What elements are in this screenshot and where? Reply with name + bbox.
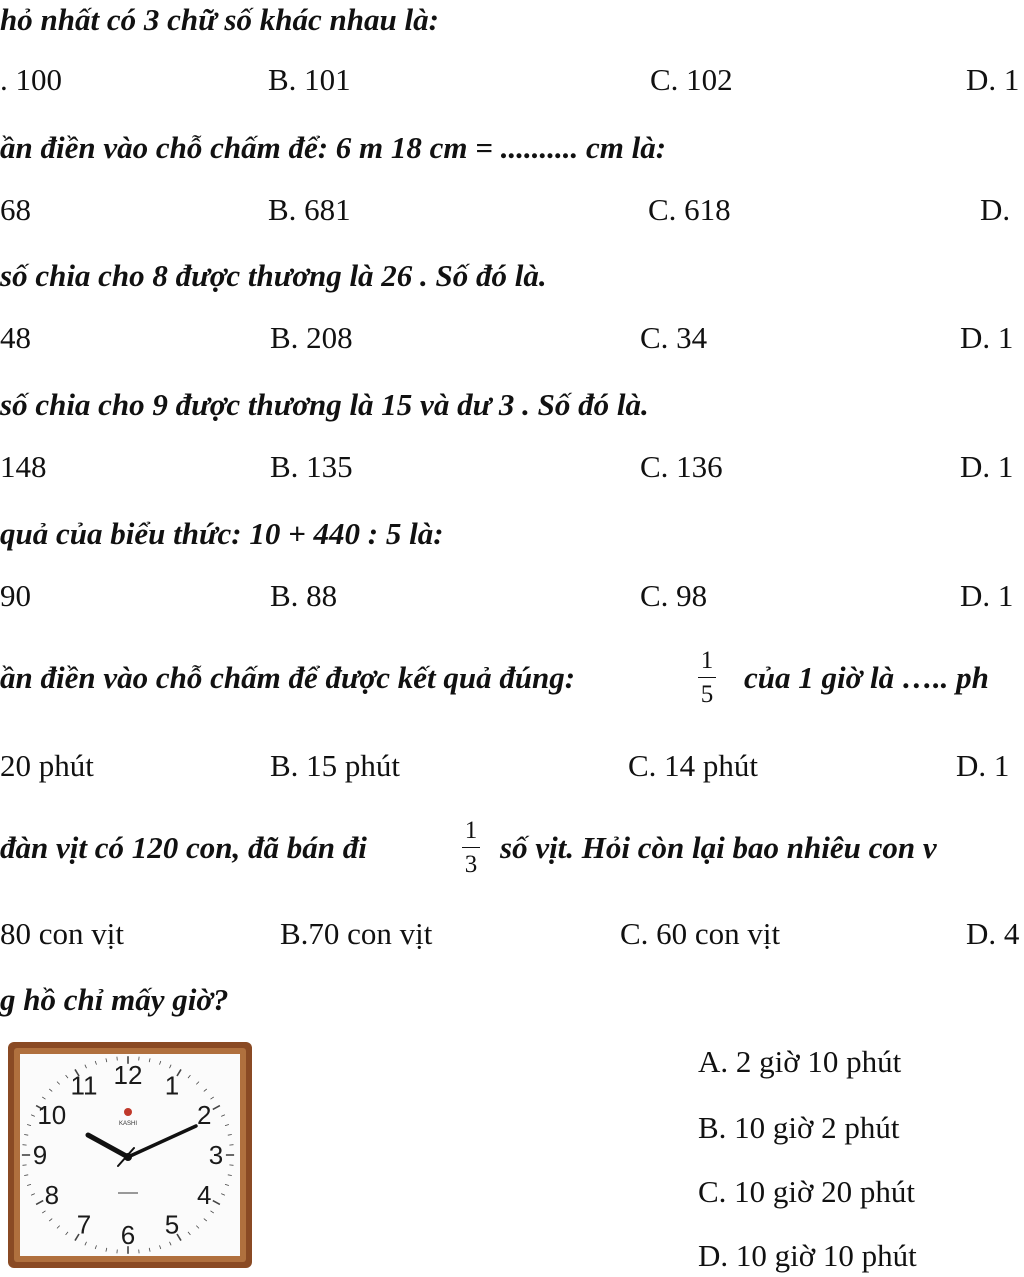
question-1-text: hỏ nhất có 3 chữ số khác nhau là: xyxy=(0,2,439,37)
q5-option-c: C. 98 xyxy=(640,578,708,613)
q7-option-a: 80 con vịt xyxy=(0,916,124,951)
q1-option-a: . 100 xyxy=(0,62,62,97)
q3-option-d: D. 1 xyxy=(960,320,1014,355)
q7-fraction-denominator: 3 xyxy=(464,851,478,878)
q4-option-d: D. 1 xyxy=(960,449,1014,484)
question-4-text: số chia cho 9 được thương là 15 và dư 3 . Số đó là. xyxy=(0,387,649,422)
q5-option-b: B. 88 xyxy=(270,578,338,613)
question-6-text-after: của 1 giờ là ….. ph xyxy=(744,660,989,695)
question-7-text-before: đàn vịt có 120 con, đã bán đi xyxy=(0,830,367,865)
q3-option-b: B. 208 xyxy=(270,320,353,355)
clock-number-1: 1 xyxy=(164,1070,180,1101)
q1-option-b: B. 101 xyxy=(268,62,351,97)
q4-option-a: 148 xyxy=(0,449,47,484)
q7-fraction-bar xyxy=(462,847,480,848)
clock-number-11: 11 xyxy=(70,1070,98,1101)
q7-fraction xyxy=(462,818,480,877)
q1-option-c: C. 102 xyxy=(650,62,733,97)
question-5-text: quả của biểu thức: 10 + 440 : 5 là: xyxy=(0,516,444,551)
clock-number-2: 2 xyxy=(196,1100,212,1130)
q6-option-b: B. 15 phút xyxy=(270,748,401,783)
q8-option-a: A. 2 giờ 10 phút xyxy=(698,1044,902,1079)
q2-option-d: D. xyxy=(980,192,1011,227)
clock-number-8: 8 xyxy=(44,1180,60,1210)
wall-clock-image xyxy=(8,1042,252,1268)
clock-brand: KASHI xyxy=(118,1121,138,1127)
question-8-text: g hồ chỉ mấy giờ? xyxy=(0,982,229,1017)
q4-option-b: B. 135 xyxy=(270,449,353,484)
clock-number-5: 5 xyxy=(164,1209,180,1240)
q6-option-d: D. 1 xyxy=(956,748,1010,783)
question-3-text: số chia cho 8 được thương là 26 . Số đó là. xyxy=(0,258,547,293)
clock-number-12: 12 xyxy=(113,1060,143,1090)
q8-option-d: D. 10 giờ 10 phút xyxy=(698,1238,917,1273)
clock-number-6: 6 xyxy=(120,1220,136,1250)
clock-center-pin xyxy=(124,1153,132,1161)
clock-number-7: 7 xyxy=(76,1209,92,1240)
q6-fraction-bar xyxy=(698,677,716,678)
q5-option-a: 90 xyxy=(0,578,31,613)
q5-option-d: D. 1 xyxy=(960,578,1014,613)
q2-option-b: B. 681 xyxy=(268,192,351,227)
q7-option-b: B.70 con vịt xyxy=(280,916,433,951)
brand-logo-icon xyxy=(124,1108,132,1116)
q7-fraction-numerator: 1 xyxy=(464,817,478,844)
q1-option-d: D. 1 xyxy=(966,62,1020,97)
q6-option-a: 20 phút xyxy=(0,748,94,783)
q2-option-a: 68 xyxy=(0,192,31,227)
q3-option-a: 48 xyxy=(0,320,31,355)
question-6-text-before: ần điền vào chỗ chấm để được kết quả đúng: xyxy=(0,660,576,695)
q8-option-b: B. 10 giờ 2 phút xyxy=(698,1110,900,1145)
q7-option-c: C. 60 con vịt xyxy=(620,916,781,951)
q3-option-c: C. 34 xyxy=(640,320,708,355)
clock-number-10: 10 xyxy=(37,1100,67,1130)
q6-fraction xyxy=(698,648,716,707)
q8-option-c: C. 10 giờ 20 phút xyxy=(698,1174,916,1209)
question-2-text: ần điền vào chỗ chấm để: 6 m 18 cm = .......... cm là: xyxy=(0,130,667,165)
clock-number-9: 9 xyxy=(32,1140,48,1170)
clock-number-3: 3 xyxy=(208,1140,224,1170)
q6-fraction-denominator: 5 xyxy=(700,681,714,708)
clock-number-4: 4 xyxy=(196,1180,212,1210)
question-7-text-after: số vịt. Hỏi còn lại bao nhiêu con v xyxy=(500,830,937,865)
q4-option-c: C. 136 xyxy=(640,449,723,484)
q6-option-c: C. 14 phút xyxy=(628,748,759,783)
quartz-label xyxy=(118,1192,138,1194)
q2-option-c: C. 618 xyxy=(648,192,731,227)
q7-option-d: D. 4 xyxy=(966,916,1020,951)
q6-fraction-numerator: 1 xyxy=(700,647,714,674)
